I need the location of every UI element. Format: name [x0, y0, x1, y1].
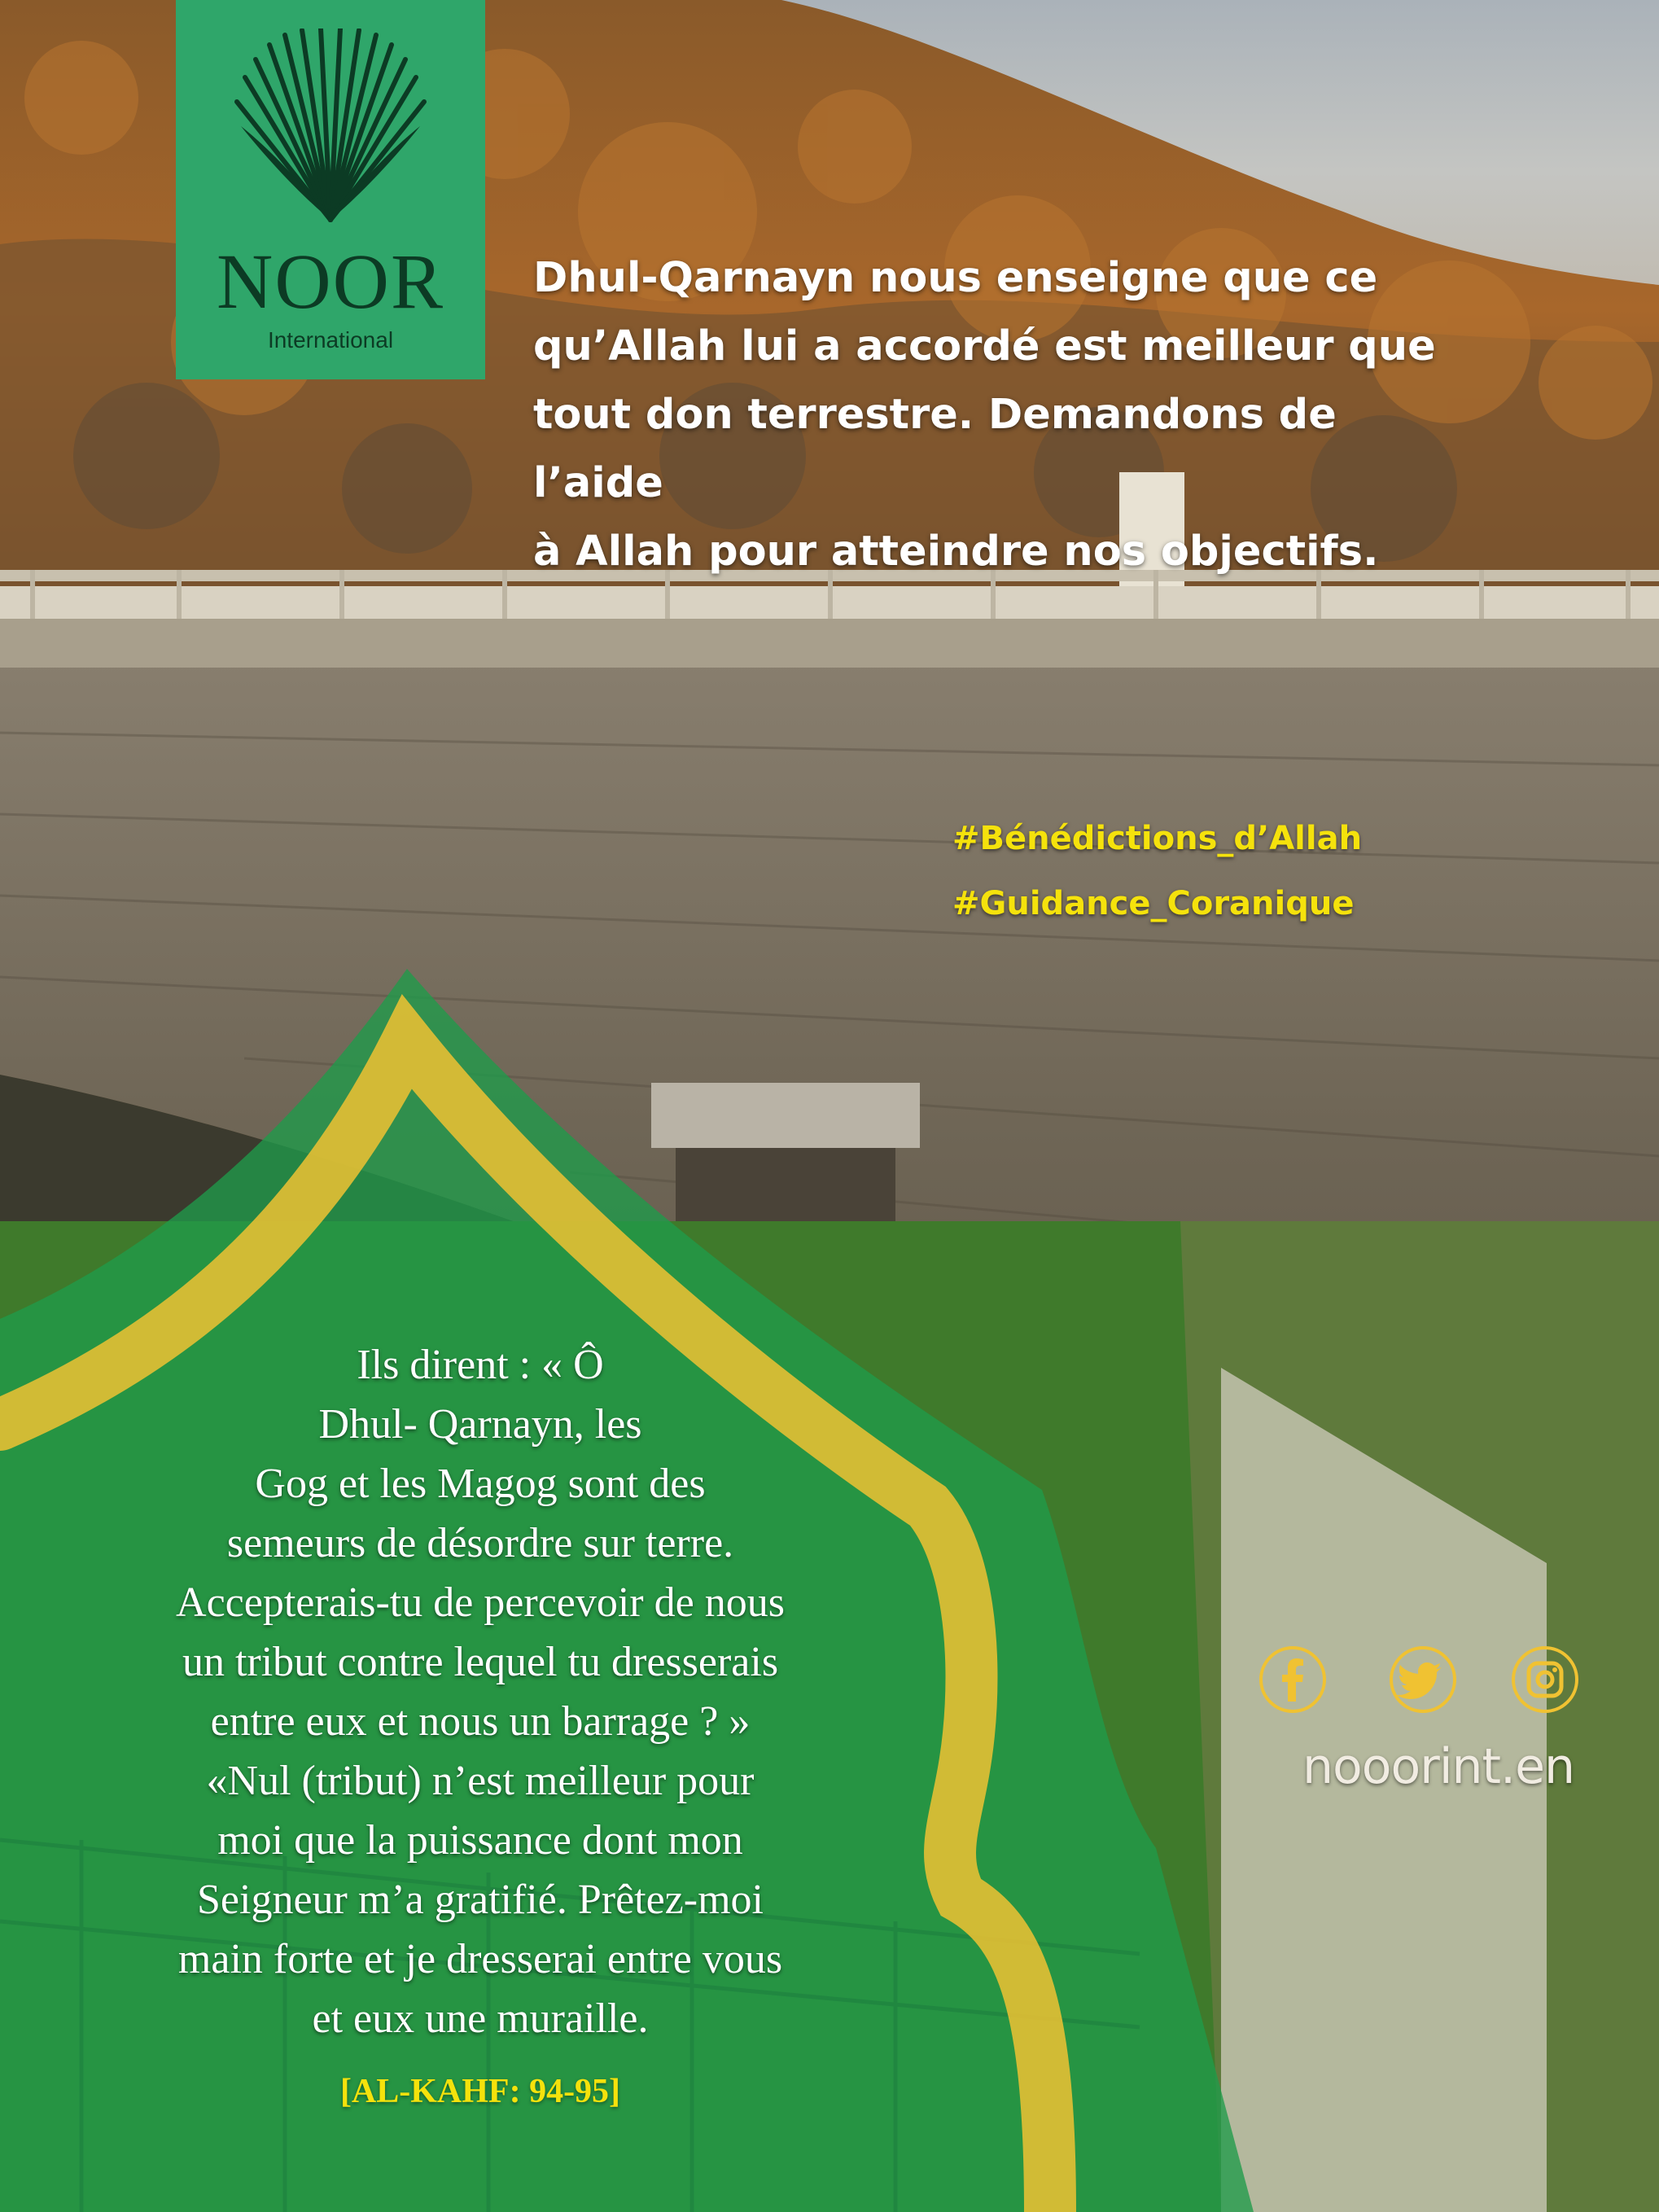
verse-line: entre eux et nous un barrage ? » [210, 1698, 751, 1745]
verse-line: main forte et je dresserai entre vous [177, 1936, 783, 1982]
website-link[interactable]: nooorint.en [1302, 1738, 1575, 1795]
verse-line: Gog et les Magog sont des [255, 1461, 706, 1507]
verse-line: et eux une muraille. [312, 1995, 649, 2042]
headline-line: tout don terrestre. Demandons de l’aide [533, 391, 1337, 507]
palm-rays-icon [233, 28, 428, 224]
verse-line: moi que la puissance dont mon [217, 1817, 743, 1864]
hashtag-blessings[interactable]: #Bénédictions_d’Allah [952, 820, 1363, 857]
brand-name: NOOR [216, 238, 444, 325]
brand-subtitle: International [267, 327, 394, 353]
verse-line: «Nul (tribut) n’est meilleur pour [206, 1758, 755, 1804]
verse-line: un tribut contre lequel tu dresserais [182, 1639, 779, 1685]
headline [533, 244, 1461, 586]
hashtag-guidance[interactable]: #Guidance_Coranique [952, 885, 1355, 922]
headline-line: Dhul-Qarnayn nous enseigne que ce [533, 254, 1378, 302]
verse-line: Seigneur m’a gratifié. Prêtez-moi [197, 1877, 764, 1923]
hashtags [952, 806, 1441, 936]
verse-reference: [AL-KAHF: 94-95] [339, 2073, 621, 2110]
headline-line: qu’Allah lui a accordé est meilleur que [533, 322, 1436, 370]
verse-line: Accepterais-tu de percevoir de nous [176, 1579, 785, 1626]
instagram-icon[interactable] [1510, 1645, 1580, 1715]
verse-line: semeurs de désordre sur terre. [226, 1520, 734, 1566]
verse-line: Dhul- Qarnayn, les [318, 1401, 642, 1448]
facebook-icon[interactable] [1258, 1645, 1328, 1715]
headline-line: à Allah pour atteindre nos objectifs. [533, 528, 1379, 576]
twitter-icon[interactable] [1388, 1645, 1458, 1715]
noor-logo [176, 0, 485, 379]
verse-line: Ils dirent : « Ô [357, 1342, 604, 1388]
social-links [1258, 1645, 1608, 1726]
quran-verse [33, 1335, 928, 2048]
